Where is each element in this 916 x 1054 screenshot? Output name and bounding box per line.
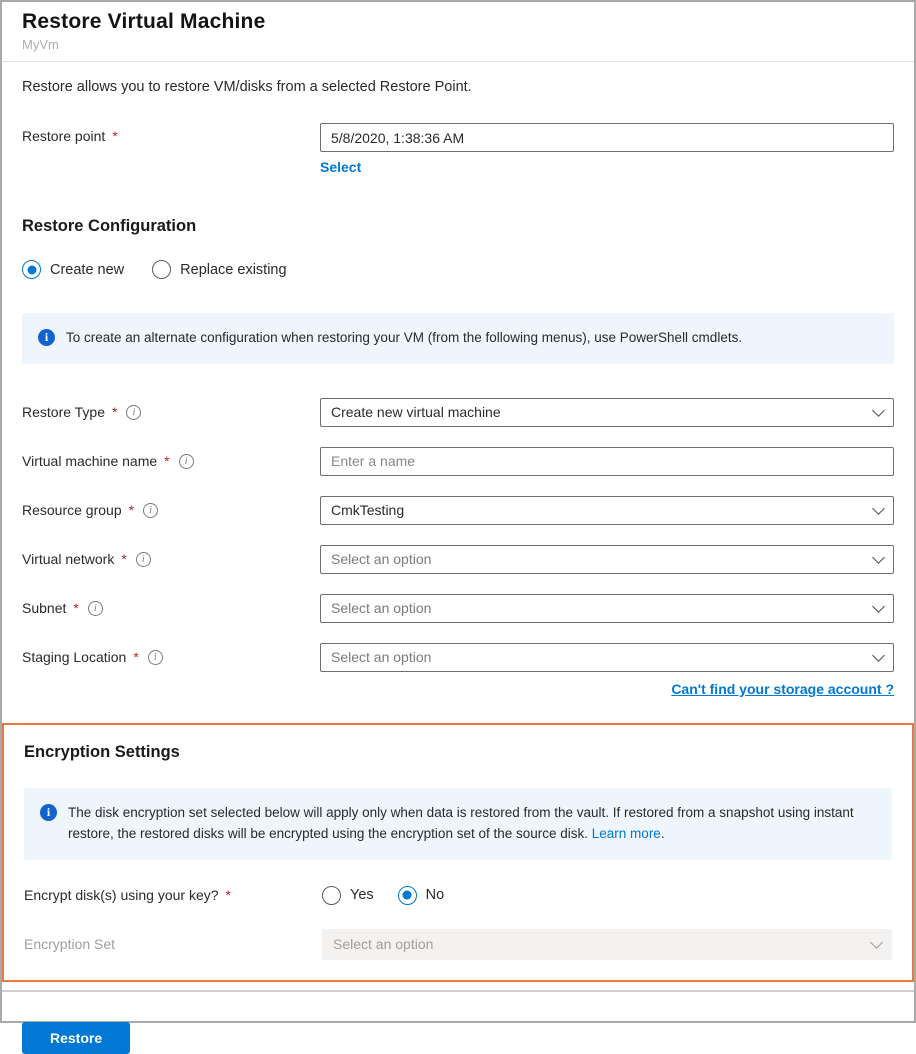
encryption-set-row bbox=[4, 929, 912, 960]
encrypt-disk-row bbox=[4, 886, 912, 905]
chevron-down-icon bbox=[870, 936, 883, 949]
chevron-down-icon bbox=[872, 404, 885, 417]
radio-selected-icon[interactable] bbox=[398, 886, 417, 905]
blade-header bbox=[2, 2, 914, 62]
info-icon[interactable]: i bbox=[88, 601, 103, 616]
encryption-settings-heading: Encryption Settings bbox=[24, 742, 180, 761]
info-icon[interactable]: i bbox=[179, 454, 194, 469]
vm-name-input[interactable] bbox=[320, 447, 894, 476]
required-asterisk: * bbox=[164, 453, 170, 470]
subnet-dropdown[interactable]: Select an option bbox=[320, 594, 894, 623]
info-icon[interactable]: i bbox=[136, 552, 151, 567]
encrypt-disk-label: Encrypt disk(s) using your key? * bbox=[24, 887, 231, 904]
staging-location-label: Staging Location * i bbox=[22, 649, 320, 665]
storage-account-link[interactable]: Can't find your storage account ? bbox=[671, 680, 894, 697]
info-icon: i bbox=[40, 804, 57, 821]
subnet-row bbox=[2, 594, 914, 623]
info-icon[interactable]: i bbox=[143, 503, 158, 518]
radio-selected-icon[interactable] bbox=[22, 260, 41, 279]
blade-content bbox=[2, 62, 914, 1054]
chevron-down-icon bbox=[872, 551, 885, 564]
restore-point-row bbox=[2, 123, 914, 177]
subnet-label: Subnet * i bbox=[22, 600, 320, 616]
restore-configuration-heading: Restore Configuration bbox=[22, 217, 197, 235]
required-asterisk: * bbox=[112, 404, 118, 421]
restore-point-input[interactable] bbox=[320, 123, 894, 152]
virtual-network-dropdown[interactable]: Select an option bbox=[320, 545, 894, 574]
restore-point-label: Restore point * bbox=[22, 128, 118, 144]
encryption-info-banner bbox=[24, 788, 892, 860]
restore-point-select-link[interactable]: Select bbox=[320, 159, 362, 175]
radio-replace-existing[interactable]: Replace existing bbox=[152, 260, 286, 279]
encrypt-disk-radio-group bbox=[322, 886, 444, 905]
resource-group-label: Resource group * i bbox=[22, 502, 320, 518]
encryption-set-dropdown: Select an option bbox=[322, 929, 892, 960]
chevron-down-icon bbox=[872, 502, 885, 515]
required-asterisk: * bbox=[112, 128, 118, 144]
resource-group-dropdown[interactable]: CmkTesting bbox=[320, 496, 894, 525]
info-icon[interactable]: i bbox=[148, 650, 163, 665]
required-asterisk: * bbox=[121, 551, 127, 568]
encryption-set-label: Encryption Set bbox=[24, 936, 116, 953]
learn-more-link[interactable]: Learn more bbox=[591, 825, 661, 841]
required-asterisk: * bbox=[73, 600, 79, 617]
restore-mode-radio-group bbox=[2, 260, 914, 279]
radio-no[interactable]: No bbox=[398, 886, 445, 905]
restore-type-row bbox=[2, 398, 914, 427]
encryption-info-text: The disk encryption set selected below will apply only when data is restored from the vault. If restored from a snapshot using instant restore, the restored disks will be encrypted using the encryption set of the source disk. Learn more. bbox=[68, 804, 854, 841]
powershell-info-banner bbox=[22, 313, 894, 364]
page-title: Restore Virtual Machine bbox=[22, 10, 266, 33]
restore-button[interactable]: Restore bbox=[22, 1022, 130, 1054]
required-asterisk: * bbox=[133, 649, 139, 666]
staging-location-dropdown[interactable]: Select an option bbox=[320, 643, 894, 672]
chevron-down-icon bbox=[872, 649, 885, 662]
intro-text: Restore allows you to restore VM/disks from a selected Restore Point. bbox=[22, 79, 472, 95]
info-icon: i bbox=[38, 329, 55, 346]
required-asterisk: * bbox=[225, 887, 231, 904]
vm-name-row bbox=[2, 447, 914, 476]
radio-create-new[interactable]: Create new bbox=[22, 260, 124, 279]
restore-type-dropdown[interactable]: Create new virtual machine bbox=[320, 398, 894, 427]
page-subtitle: MyVm bbox=[22, 37, 59, 52]
virtual-network-label: Virtual network * i bbox=[22, 551, 320, 567]
vm-name-label: Virtual machine name * i bbox=[22, 453, 320, 469]
resource-group-row bbox=[2, 496, 914, 525]
info-banner-text: To create an alternate configuration when restoring your VM (from the following menus), use PowerShell cmdlets. bbox=[66, 330, 743, 345]
radio-unselected-icon[interactable] bbox=[152, 260, 171, 279]
staging-location-row bbox=[2, 643, 914, 672]
chevron-down-icon bbox=[872, 600, 885, 613]
restore-type-label: Restore Type * i bbox=[22, 404, 320, 420]
encryption-settings-section bbox=[2, 723, 914, 982]
radio-unselected-icon[interactable] bbox=[322, 886, 341, 905]
virtual-network-row bbox=[2, 545, 914, 574]
info-icon[interactable]: i bbox=[126, 405, 141, 420]
required-asterisk: * bbox=[128, 502, 135, 519]
radio-yes[interactable]: Yes bbox=[322, 886, 374, 905]
